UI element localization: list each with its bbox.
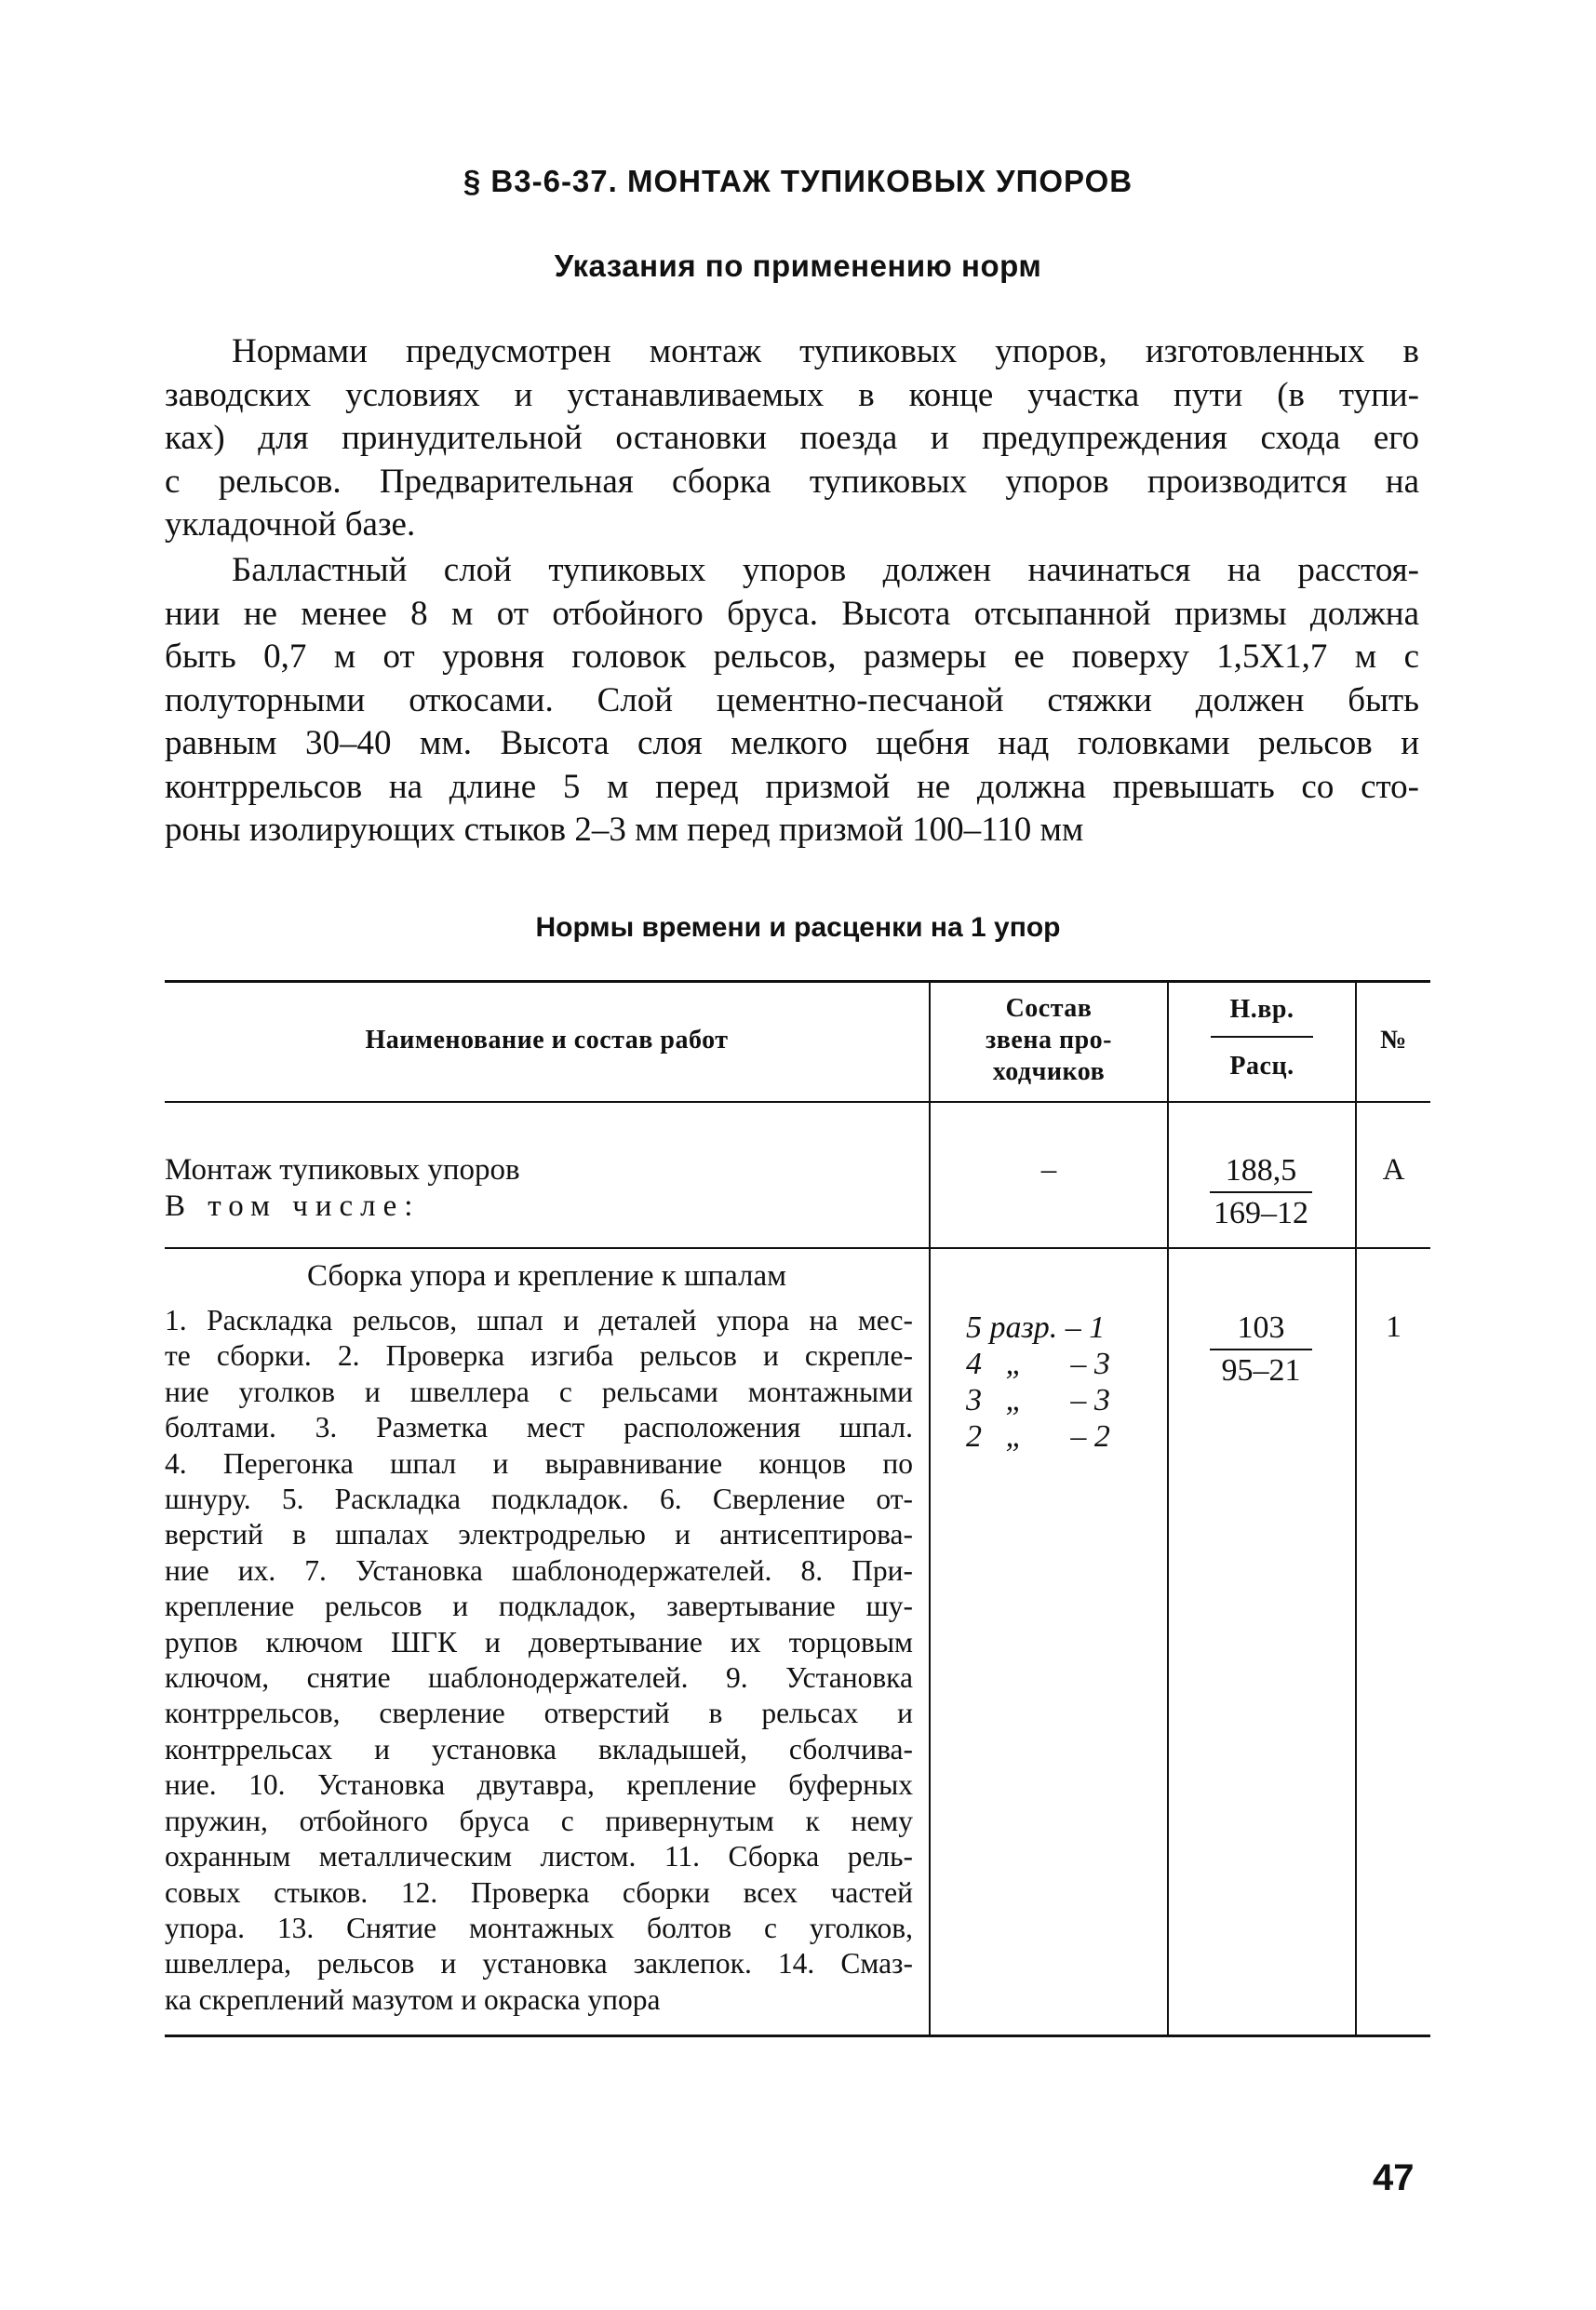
assembly-norm: 103	[1210, 1309, 1312, 1350]
crew-count: – 3	[1070, 1347, 1110, 1381]
column-divider-number	[1355, 980, 1357, 2035]
header-work: Наименование и состав работ	[365, 1026, 729, 1054]
paragraph-line: Балластный слой тупиковых упоров должен начинаться на расстоя-	[232, 551, 1419, 589]
assembly-line: контррельсов, сверление отверстий в рельсах и	[165, 1697, 913, 1730]
crew-grade: 5 разр.	[966, 1310, 1058, 1345]
header-norm-separator	[1211, 1036, 1313, 1038]
header-crew-line: ходчиков	[992, 1057, 1106, 1086]
guide-title: Указания по применению норм	[554, 248, 1042, 283]
assembly-line: верстий в шпалах электродрелью и антисептирова-	[165, 1518, 913, 1551]
assembly-line: совых стыков. 12. Проверка сборки всех частей	[165, 1875, 913, 1909]
total-row-rate: 169–12	[1214, 1196, 1308, 1230]
crew-grade: 4 „	[966, 1347, 1024, 1381]
assembly-line: крепление рельсов и подкладок, завертывание шу-	[165, 1590, 913, 1623]
assembly-line: ключом, снятие шаблонодержателей. 9. Установка	[165, 1661, 913, 1695]
header-crew-line: звена про-	[986, 1026, 1112, 1054]
paragraph-line: с рельсов. Предварительная сборка тупиковых упоров производится на	[165, 462, 1419, 501]
header-number: №	[1380, 1026, 1407, 1054]
total-row-subheading: В том числе:	[165, 1189, 421, 1223]
paragraph-line: Нормами предусмотрен монтаж тупиковых упоров, изготовленных в	[232, 332, 1419, 370]
assembly-number: 1	[1386, 1310, 1402, 1344]
header-norm-top: Н.вр.	[1229, 995, 1294, 1024]
crew-count: – 1	[1065, 1310, 1106, 1345]
paragraph-line: ках) для принудительной остановки поезда и предупреждения схода его	[165, 419, 1419, 457]
crew-grade-4	[966, 1346, 1110, 1382]
assembly-line: швеллера, рельсов и установка заклепок. 14. Смаз-	[165, 1947, 913, 1981]
assembly-line: охранным металлическим листом. 11. Сборка рель-	[165, 1840, 913, 1874]
paragraph-line: контррельсов на длине 5 м перед призмой не должна превышать со сто-	[165, 767, 1419, 806]
assembly-line: упора. 13. Снятие монтажных болтов с уголков,	[165, 1911, 913, 1944]
assembly-norm-rate	[1210, 1309, 1312, 1390]
total-row-name	[165, 1152, 909, 1224]
paragraph-line: равным 30–40 мм. Высота слоя мелкого щебня над головками рельсов и	[165, 724, 1419, 762]
assembly-line: пружин, отбойного бруса с привернутым к нему	[165, 1804, 913, 1837]
column-divider-crew	[929, 980, 931, 2035]
paragraph-line: заводских условиях и устанавливаемых в конце участка пути (в тупи-	[165, 375, 1419, 414]
assembly-line: 1. Раскладка рельсов, шпал и деталей упора на мес-	[165, 1304, 913, 1336]
assembly-work-description	[165, 1303, 913, 2018]
total-row-number: А	[1382, 1153, 1405, 1187]
assembly-line: болтами. 3. Разметка мест расположения шпал.	[165, 1411, 913, 1444]
total-row-crew: –	[1040, 1153, 1057, 1187]
table-bottom-rule	[165, 2035, 1430, 2037]
total-row-name-line: Монтаж тупиковых упоров	[165, 1153, 520, 1187]
total-row-norm: 188,5	[1210, 1152, 1312, 1193]
assembly-subtitle: Сборка упора и крепление к шпалам	[306, 1259, 787, 1293]
header-norm-bottom: Расц.	[1229, 1052, 1294, 1081]
header-crew-line: Состав	[1005, 994, 1093, 1023]
crew-grade-2	[966, 1418, 1110, 1455]
assembly-line: ние. 10. Установка двутавра, крепление буферных	[165, 1768, 913, 1802]
crew-grade: 3 „	[966, 1383, 1024, 1417]
assembly-line: контррельсах и установка вкладышей, сболчива-	[165, 1732, 913, 1766]
assembly-line: шнуру. 5. Раскладка подкладок. 6. Сверление от-	[165, 1483, 913, 1516]
header-crew	[931, 993, 1167, 1088]
paragraph-line: нии не менее 8 м от отбойного бруса. Высота отсыпанной призмы должна	[165, 594, 1419, 633]
paragraph-line: полуторными откосами. Слой цементно-песчаной стяжки должен быть	[165, 680, 1419, 719]
section-title: § В3-6-37. МОНТАЖ ТУПИКОВЫХ УПОРОВ	[463, 164, 1133, 198]
assembly-line: рупов ключом ШГК и довертывание их торцовым	[165, 1625, 913, 1659]
crew-grade-3	[966, 1382, 1110, 1418]
column-divider-norm	[1167, 980, 1169, 2035]
table-top-rule	[165, 980, 1430, 983]
paragraph-1	[165, 330, 1419, 547]
crew-count: – 3	[1070, 1383, 1110, 1417]
paragraph-line: быть 0,7 м от уровня головок рельсов, размеры ее поверху 1,5Х1,7 м с	[165, 638, 1419, 676]
table-row-rule	[165, 1247, 1430, 1249]
assembly-rate: 95–21	[1221, 1353, 1301, 1388]
paragraph-line: роны изолирующих стыков 2–3 мм перед призмой 100–110 мм	[165, 811, 1084, 849]
paragraph-2	[165, 549, 1419, 853]
total-row-norm-rate	[1210, 1152, 1312, 1232]
assembly-line: 4. Перегонка шпал и выравнивание концов по	[165, 1446, 913, 1480]
assembly-line: ка скреплений мазутом и окраска упора	[165, 1982, 661, 2016]
assembly-line: ние уголков и швеллера с рельсами монтажными	[165, 1375, 913, 1408]
assembly-line: те сборки. 2. Проверка изгиба рельсов и скрепле-	[165, 1339, 913, 1373]
crew-grade-5	[966, 1309, 1105, 1346]
table-title: Нормы времени и расценки на 1 упор	[535, 912, 1061, 943]
crew-grade: 2 „	[966, 1419, 1024, 1454]
page-number: 47	[1373, 2157, 1415, 2198]
header-norm	[1169, 994, 1355, 1082]
assembly-line: ние их. 7. Установка шаблонодержателей. 8. При-	[165, 1553, 913, 1587]
crew-count: – 2	[1070, 1419, 1110, 1454]
paragraph-line: укладочной базе.	[165, 505, 416, 544]
table-header-rule	[165, 1101, 1430, 1103]
